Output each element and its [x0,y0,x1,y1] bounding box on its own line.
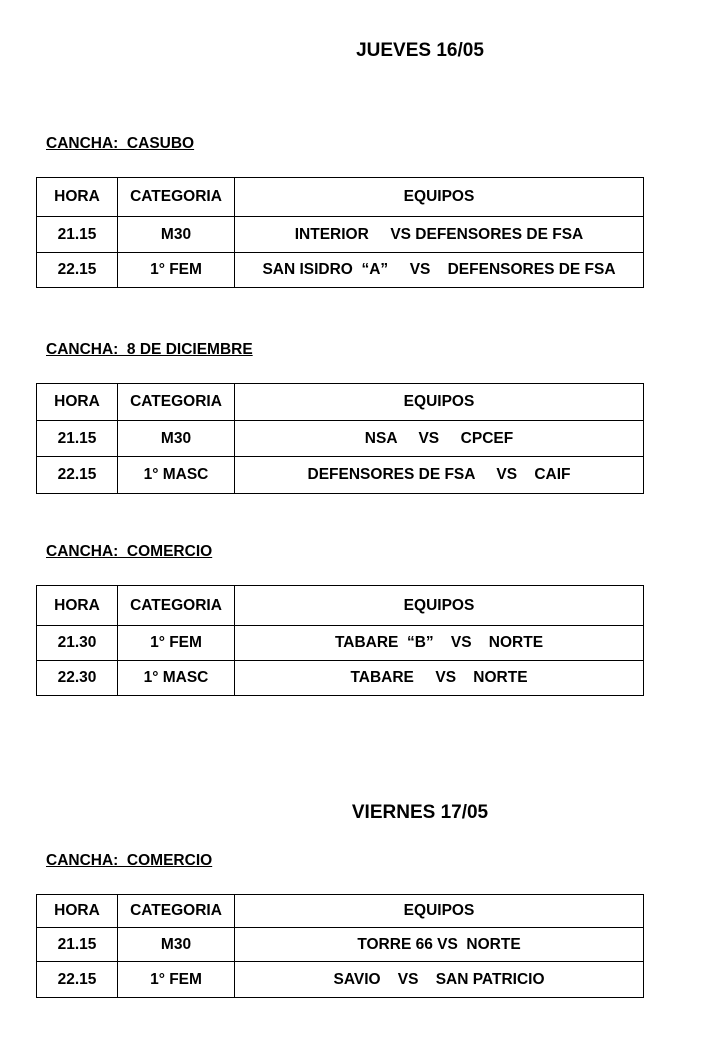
court-label: CANCHA: CASUBO [46,135,195,152]
table-row [37,253,644,288]
table-row [37,661,644,696]
cell-hora: 22.15 [37,253,118,288]
table-row [37,626,644,661]
cell-equipos: TABARE VS NORTE [235,661,644,696]
table-header-row [37,895,644,928]
cell-categoria: 1° FEM [118,626,235,661]
table-header-row [37,178,644,217]
cell-equipos: TORRE 66 VS NORTE [235,928,644,962]
schedule-table [36,383,644,494]
header-hora: HORA [37,384,118,421]
table-header-row [37,586,644,626]
header-equipos: EQUIPOS [235,178,644,217]
header-equipos: EQUIPOS [235,586,644,626]
cell-hora: 21.30 [37,626,118,661]
cell-equipos: DEFENSORES DE FSA VS CAIF [235,457,644,494]
cell-categoria: 1° MASC [118,661,235,696]
header-equipos: EQUIPOS [235,895,644,928]
cell-hora: 21.15 [37,217,118,253]
cell-categoria: 1° FEM [118,253,235,288]
header-equipos: EQUIPOS [235,384,644,421]
schedule-table [36,894,644,998]
schedule-table [36,585,644,696]
cell-hora: 22.15 [37,962,118,998]
cell-hora: 22.30 [37,661,118,696]
header-categoria: CATEGORIA [118,384,235,421]
cell-categoria: 1° FEM [118,962,235,998]
header-categoria: CATEGORIA [118,178,235,217]
cell-categoria: 1° MASC [118,457,235,494]
cell-categoria: M30 [118,421,235,457]
cell-equipos: SAN ISIDRO “A” VS DEFENSORES DE FSA [235,253,644,288]
table-row [37,928,644,962]
cell-categoria: M30 [118,217,235,253]
table-row [37,457,644,494]
day-title: JUEVES 16/05 [356,40,484,61]
table-row [37,962,644,998]
court-label: CANCHA: COMERCIO [46,543,213,560]
cell-hora: 21.15 [37,421,118,457]
court-label: CANCHA: COMERCIO [46,852,213,869]
court-label: CANCHA: 8 DE DICIEMBRE [46,341,253,358]
header-categoria: CATEGORIA [118,586,235,626]
header-hora: HORA [37,586,118,626]
header-hora: HORA [37,895,118,928]
cell-equipos: INTERIOR VS DEFENSORES DE FSA [235,217,644,253]
cell-equipos: NSA VS CPCEF [235,421,644,457]
cell-hora: 21.15 [37,928,118,962]
table-row [37,421,644,457]
table-row [37,217,644,253]
header-categoria: CATEGORIA [118,895,235,928]
day-title: VIERNES 17/05 [351,802,489,823]
cell-equipos: SAVIO VS SAN PATRICIO [235,962,644,998]
header-hora: HORA [37,178,118,217]
cell-equipos: TABARE “B” VS NORTE [235,626,644,661]
cell-categoria: M30 [118,928,235,962]
schedule-table [36,177,644,288]
cell-hora: 22.15 [37,457,118,494]
table-header-row [37,384,644,421]
